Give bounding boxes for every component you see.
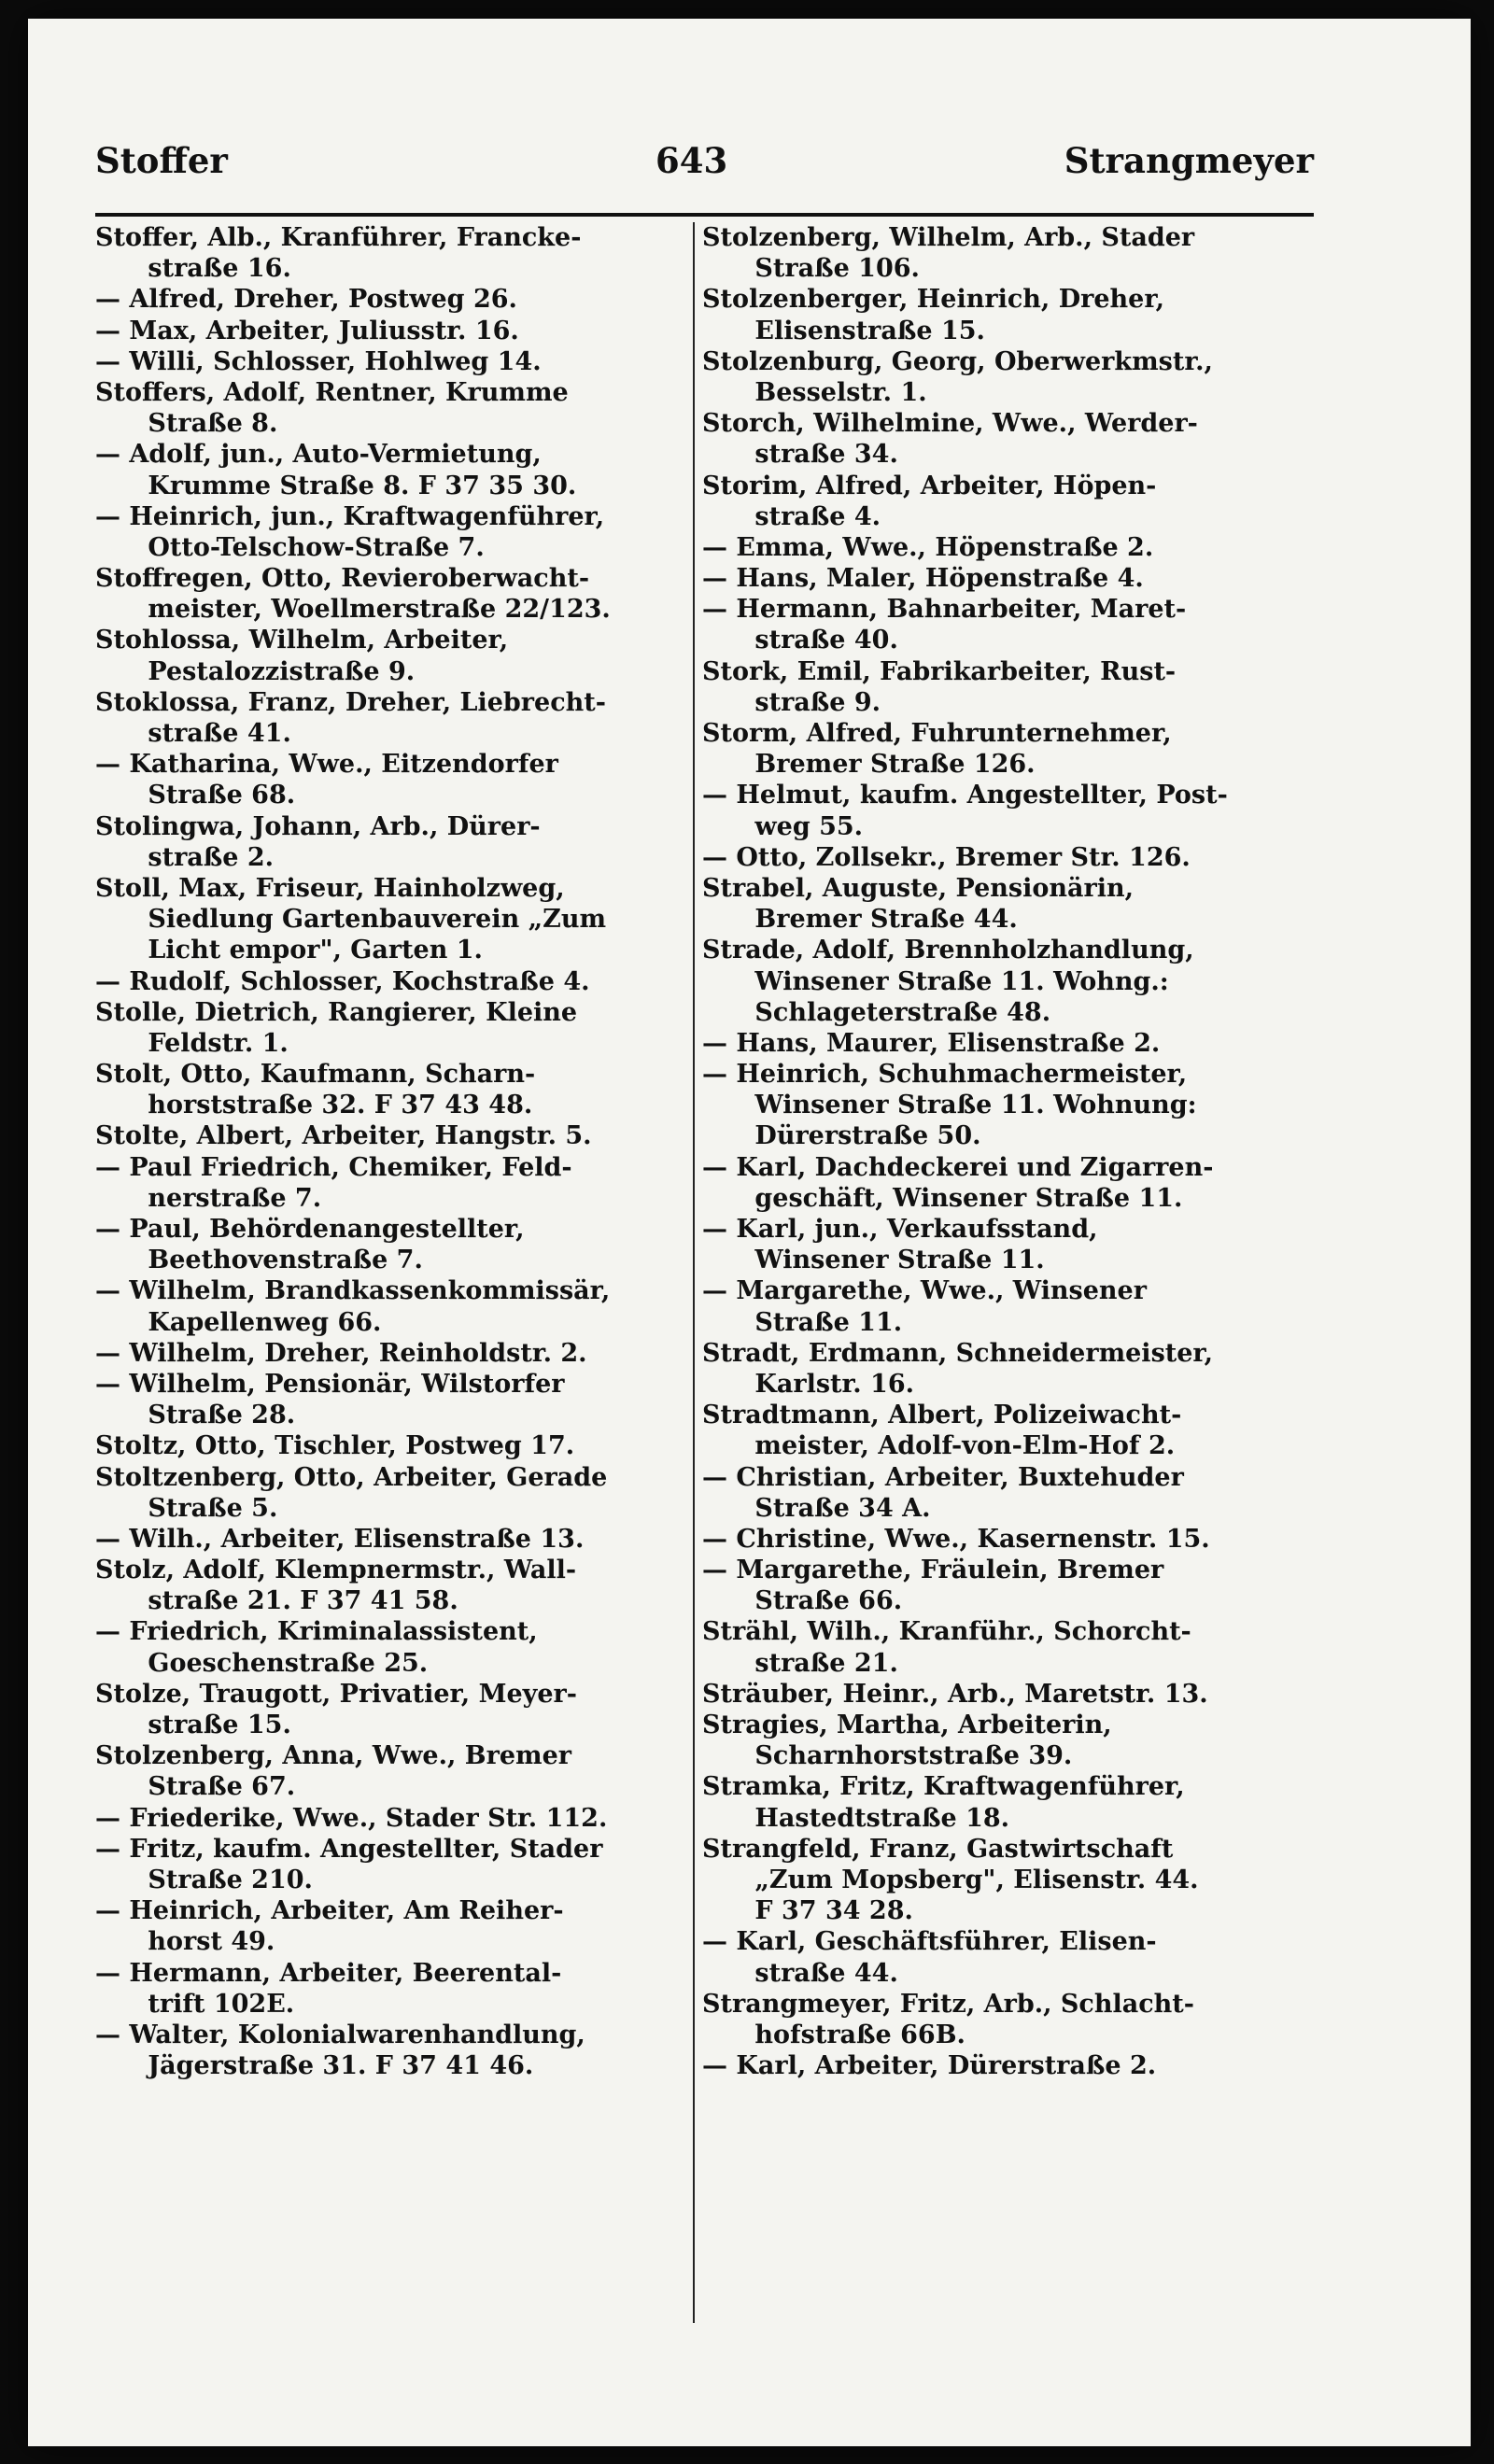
entry-line: horst 49. [95, 1927, 275, 1957]
entry-line: Sträuber, Heinr., Arb., Maretstr. 13. [702, 1679, 1208, 1709]
entry-line: — Karl, jun., Verkaufsstand, [702, 1215, 1098, 1244]
entry-line: Stolzenberg, Anna, Wwe., Bremer [95, 1741, 571, 1771]
entry-line: Storch, Wilhelmine, Wwe., Werder- [702, 409, 1198, 439]
entry-line: Bremer Straße 44. [702, 905, 1018, 935]
entry-line: Strangfeld, Franz, Gastwirtschaft [702, 1834, 1174, 1864]
entry-line: Storim, Alfred, Arbeiter, Höpen- [702, 471, 1157, 500]
entry-line: weg 55. [702, 811, 864, 841]
entry-line: — Christian, Arbeiter, Buxtehuder [702, 1462, 1184, 1492]
entry-line: Stolle, Dietrich, Rangierer, Kleine [95, 997, 578, 1027]
entry-line: — Christine, Wwe., Kasernenstr. 15. [702, 1524, 1210, 1554]
entry-line: Bremer Straße 126. [702, 750, 1036, 780]
entry-line: — Wilhelm, Dreher, Reinholdstr. 2. [95, 1338, 587, 1368]
entry-line: Goeschenstraße 25. [95, 1648, 429, 1678]
entry-line: Beethovenstraße 7. [95, 1246, 423, 1275]
entry-line: F 37 34 28. [702, 1896, 913, 1926]
entry-line: Schlageterstraße 48. [702, 997, 1051, 1027]
entry-line: — Heinrich, jun., Kraftwagenführer, [95, 501, 605, 531]
entry-line: geschäft, Winsener Straße 11. [702, 1183, 1183, 1213]
entry-line: — Friederike, Wwe., Stader Str. 112. [95, 1803, 608, 1833]
entry-line: Storm, Alfred, Fuhrunternehmer, [702, 719, 1172, 748]
entry-line: Straße 34 A. [702, 1493, 931, 1523]
entry-line: Straße 210. [95, 1865, 313, 1894]
entry-line: Stohlossa, Wilhelm, Arbeiter, [95, 626, 509, 655]
directory-page [28, 19, 1471, 2446]
entry-line: — Adolf, jun., Auto-Vermietung, [95, 440, 542, 470]
entry-line: Straße 11. [702, 1307, 903, 1337]
entry-line: Pestalozzistraße 9. [95, 656, 416, 686]
entry-line: — Paul Friedrich, Chemiker, Feld- [95, 1152, 572, 1182]
page-number: 643 [655, 140, 728, 181]
entry-line: Stolt, Otto, Kaufmann, Scharn- [95, 1060, 536, 1090]
entry-line: Karlstr. 16. [702, 1369, 915, 1399]
entry-line: Stoffregen, Otto, Revieroberwacht- [95, 564, 590, 594]
entry-line: — Karl, Dachdeckerei und Zigarren- [702, 1152, 1214, 1182]
entry-line: Strähl, Wilh., Kranführ., Schorcht- [702, 1617, 1191, 1647]
entry-line: Feldstr. 1. [95, 1028, 289, 1058]
entry-line: — Heinrich, Arbeiter, Am Reiher- [95, 1896, 564, 1926]
page-header [95, 140, 1314, 196]
entry-line: — Wilhelm, Brandkassenkommissär, [95, 1276, 611, 1306]
entry-line: Winsener Straße 11. [702, 1246, 1045, 1275]
entry-line: Stolzenberg, Wilhelm, Arb., Stader [702, 223, 1195, 252]
entry-line: Krumme Straße 8. F 37 35 30. [95, 471, 577, 500]
entry-line: — Fritz, kaufm. Angestellter, Stader [95, 1834, 603, 1864]
entry-line: — Willi, Schlosser, Hohlweg 14. [95, 346, 542, 376]
entry-line: Hastedtstraße 18. [702, 1803, 1010, 1833]
entry-line: — Otto, Zollsekr., Bremer Str. 126. [702, 842, 1191, 872]
header-last-name: Strangmeyer [1064, 140, 1314, 181]
entry-line: Strade, Adolf, Brennholzhandlung, [702, 936, 1194, 965]
entry-line: Stragies, Martha, Arbeiterin, [702, 1711, 1112, 1739]
entry-line: „Zum Mopsberg", Elisenstr. 44. [702, 1865, 1199, 1894]
entry-line: — Hermann, Arbeiter, Beerental- [95, 1958, 562, 1988]
entry-line: — Hermann, Bahnarbeiter, Maret- [702, 595, 1187, 625]
entry-line: — Katharina, Wwe., Eitzendorfer [95, 750, 558, 780]
entry-line: nerstraße 7. [95, 1183, 322, 1213]
entry-line: Stolze, Traugott, Privatier, Meyer- [95, 1679, 577, 1709]
entry-line: straße 44. [702, 1958, 898, 1988]
entry-line: Stolz, Adolf, Klempnermstr., Wall- [95, 1556, 577, 1585]
entry-line: Straße 67. [95, 1772, 296, 1802]
entry-line: Scharnhorststraße 39. [702, 1741, 1073, 1771]
entry-line: Straße 5. [95, 1493, 278, 1523]
entry-line: Stoltz, Otto, Tischler, Postweg 17. [95, 1431, 575, 1461]
entry-line: trift 102E. [95, 1989, 295, 2019]
entry-line: — Heinrich, Schuhmachermeister, [702, 1060, 1188, 1090]
entry-line: — Karl, Arbeiter, Dürerstraße 2. [702, 2051, 1157, 2081]
column-divider [693, 222, 695, 2323]
entry-line: Stolzenburg, Georg, Oberwerkmstr., [702, 346, 1213, 376]
entry-line: Straße 106. [702, 254, 920, 284]
entry-line: Siedlung Gartenbauverein „Zum [95, 905, 607, 935]
entry-line: Stolingwa, Johann, Arb., Dürer- [95, 811, 541, 841]
entry-line: Stoklossa, Franz, Dreher, Liebrecht- [95, 687, 606, 717]
entry-line: Stoffers, Adolf, Rentner, Krumme [95, 377, 569, 407]
entry-line: meister, Woellmerstraße 22/123. [95, 595, 611, 625]
entry-line: — Helmut, kaufm. Angestellter, Post- [702, 781, 1228, 810]
entry-line: horststraße 32. F 37 43 48. [95, 1091, 533, 1120]
entry-line: Kapellenweg 66. [95, 1307, 382, 1337]
entry-line: straße 41. [95, 719, 291, 748]
entry-line: straße 40. [702, 626, 898, 655]
entry-line: Stradtmann, Albert, Polizeiwacht- [702, 1401, 1182, 1430]
entry-line: Strangmeyer, Fritz, Arb., Schlacht- [702, 1989, 1194, 2019]
entry-line: Stoffer, Alb., Kranführer, Francke- [95, 223, 582, 252]
entry-line: — Margarethe, Fräulein, Bremer [702, 1556, 1164, 1585]
entry-line: Besselstr. 1. [702, 377, 927, 407]
entry-line: Straße 8. [95, 409, 278, 439]
entry-line: Stork, Emil, Fabrikarbeiter, Rust- [702, 656, 1177, 686]
entry-line: straße 2. [95, 842, 275, 872]
entry-line: Straße 28. [95, 1401, 296, 1430]
entry-line: — Karl, Geschäftsführer, Elisen- [702, 1927, 1157, 1957]
entry-line: Stoltzenberg, Otto, Arbeiter, Gerade [95, 1462, 608, 1492]
entry-line: Stoll, Max, Friseur, Hainholzweg, [95, 873, 565, 903]
entry-line: straße 15. [95, 1711, 291, 1739]
entry-line: straße 21. [702, 1648, 898, 1678]
entry-line: Stramka, Fritz, Kraftwagenführer, [702, 1772, 1185, 1802]
entry-line: Straße 68. [95, 781, 296, 810]
header-first-name: Stoffer [95, 140, 228, 181]
entry-line: — Wilh., Arbeiter, Elisenstraße 13. [95, 1524, 585, 1554]
entry-line: Elisenstraße 15. [702, 316, 985, 345]
entry-line: — Wilhelm, Pensionär, Wilstorfer [95, 1369, 565, 1399]
entry-line: Winsener Straße 11. Wohng.: [702, 966, 1169, 996]
left-column [95, 222, 688, 2081]
entry-line: — Alfred, Dreher, Postweg 26. [95, 285, 517, 315]
entry-line: hofstraße 66B. [702, 2020, 965, 2049]
entry-line: — Rudolf, Schlosser, Kochstraße 4. [95, 966, 590, 996]
entry-line: Stradt, Erdmann, Schneidermeister, [702, 1338, 1214, 1368]
entry-line: — Margarethe, Wwe., Winsener [702, 1276, 1147, 1306]
entry-line: Strabel, Auguste, Pensionärin, [702, 873, 1135, 903]
entry-line: — Emma, Wwe., Höpenstraße 2. [702, 532, 1154, 562]
entry-line: Winsener Straße 11. Wohnung: [702, 1091, 1197, 1120]
entry-line: Licht empor", Garten 1. [95, 936, 483, 965]
entry-line: — Max, Arbeiter, Juliusstr. 16. [95, 316, 519, 345]
right-column [702, 222, 1314, 2081]
entry-line: Stolzenberger, Heinrich, Dreher, [702, 285, 1164, 315]
entry-line: meister, Adolf-von-Elm-Hof 2. [702, 1431, 1176, 1461]
entry-line: straße 16. [95, 254, 291, 284]
entry-line: — Walter, Kolonialwarenhandlung, [95, 2020, 585, 2049]
entry-line: Jägerstraße 31. F 37 41 46. [95, 2051, 534, 2081]
entry-line: straße 9. [702, 687, 881, 717]
entry-line: — Hans, Maler, Höpenstraße 4. [702, 564, 1144, 594]
entry-line: straße 4. [702, 501, 881, 531]
entry-line: — Hans, Maurer, Elisenstraße 2. [702, 1028, 1161, 1058]
entry-line: — Paul, Behördenangestellter, [95, 1215, 525, 1244]
entry-line: Straße 66. [702, 1586, 903, 1616]
entry-line: Otto-Telschow-Straße 7. [95, 532, 485, 562]
entry-line: straße 34. [702, 440, 898, 470]
entry-line: Stolte, Albert, Arbeiter, Hangstr. 5. [95, 1121, 592, 1151]
entry-line: — Friedrich, Kriminalassistent, [95, 1617, 538, 1647]
entry-line: straße 21. F 37 41 58. [95, 1586, 458, 1616]
entry-line: Dürerstraße 50. [702, 1121, 981, 1151]
header-rule [95, 213, 1314, 217]
